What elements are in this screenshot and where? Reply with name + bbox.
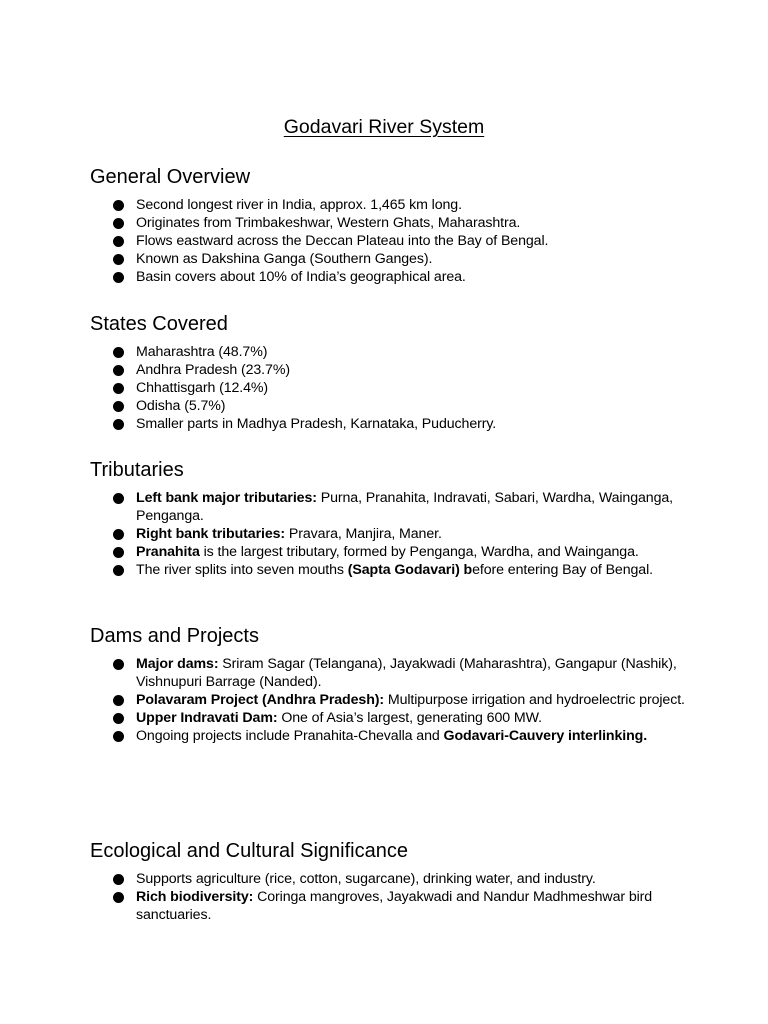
list-item: Pranahita is the largest tributary, formed by Penganga, Wardha, and Wainganga.: [136, 543, 730, 561]
section-heading: Tributaries: [90, 459, 184, 481]
bullet-icon: [113, 547, 124, 558]
bullet-icon: [113, 365, 124, 376]
list-item: Supports agriculture (rice, cotton, sugarcane), drinking water, and industry.: [136, 870, 730, 888]
bullet-icon: [113, 272, 124, 283]
list-item: Polavaram Project (Andhra Pradesh): Multipurpose irrigation and hydroelectric project.: [136, 691, 730, 709]
bullet-icon: [113, 218, 124, 229]
list-item: Chhattisgarh (12.4%): [136, 379, 730, 397]
bold-term: (Sapta Godavari) b: [347, 562, 473, 578]
bold-term: Left bank major tributaries:: [136, 490, 317, 506]
bullet-icon: [113, 731, 124, 742]
list-item: Smaller parts in Madhya Pradesh, Karnataka, Puducherry.: [136, 415, 730, 433]
bold-term: Major dams:: [136, 656, 219, 672]
bold-term: Right bank tributaries:: [136, 526, 286, 542]
bullet-icon: [113, 493, 124, 504]
bullet-icon: [113, 347, 124, 358]
bullet-icon: [113, 713, 124, 724]
list-item: Rich biodiversity: Coringa mangroves, Jayakwadi and Nandur Madhmeshwar bird sanctuaries.: [136, 888, 730, 924]
section-heading: Dams and Projects: [90, 625, 259, 647]
list-item: Left bank major tributaries: Purna, Pranahita, Indravati, Sabari, Wardha, Wainganga, Penganga.: [136, 489, 730, 525]
bold-term: Pranahita: [136, 544, 200, 560]
section-heading: States Covered: [90, 313, 228, 335]
list-item: Originates from Trimbakeshwar, Western Ghats, Maharashtra.: [136, 214, 730, 232]
bold-term: Rich biodiversity:: [136, 889, 254, 905]
list-item: Right bank tributaries: Pravara, Manjira, Maner.: [136, 525, 730, 543]
list-item: Major dams: Sriram Sagar (Telangana), Jayakwadi (Maharashtra), Gangapur (Nashik), Vishnupuri Barrage (Nanded).: [136, 655, 730, 691]
bold-term: Godavari-Cauvery interlinking.: [443, 728, 648, 744]
bullet-icon: [113, 200, 124, 211]
section-heading: General Overview: [90, 166, 251, 188]
bullet-list: [90, 655, 730, 745]
section-dams-and-projects: [90, 624, 730, 745]
bullet-icon: [113, 419, 124, 430]
bold-term: Upper Indravati Dam:: [136, 710, 278, 726]
section-states-covered: [90, 312, 730, 433]
bold-term: Polavaram Project (Andhra Pradesh):: [136, 692, 385, 708]
list-item: Second longest river in India, approx. 1,465 km long.: [136, 196, 730, 214]
bullet-icon: [113, 659, 124, 670]
list-item: Known as Dakshina Ganga (Southern Ganges).: [136, 250, 730, 268]
list-item: Andhra Pradesh (23.7%): [136, 361, 730, 379]
bullet-icon: [113, 892, 124, 903]
list-item: Upper Indravati Dam: One of Asia’s largest, generating 600 MW.: [136, 709, 730, 727]
bullet-list: [90, 196, 730, 286]
document-title: Godavari River System: [283, 116, 485, 138]
list-item: Odisha (5.7%): [136, 397, 730, 415]
bullet-list: [90, 343, 730, 433]
list-item: Flows eastward across the Deccan Plateau into the Bay of Bengal.: [136, 232, 730, 250]
section-ecological-cultural-significance: [90, 839, 730, 924]
list-item: The river splits into seven mouths (Sapta Godavari) before entering Bay of Bengal.: [136, 561, 730, 579]
bullet-icon: [113, 529, 124, 540]
bullet-list: [90, 489, 730, 579]
bullet-icon: [113, 401, 124, 412]
list-item: Maharashtra (48.7%): [136, 343, 730, 361]
bullet-icon: [113, 695, 124, 706]
list-item: Ongoing projects include Pranahita-Chevalla and Godavari-Cauvery interlinking.: [136, 727, 730, 745]
bullet-list: [90, 870, 730, 924]
bullet-icon: [113, 874, 124, 885]
section-heading: Ecological and Cultural Significance: [90, 840, 408, 862]
bullet-icon: [113, 254, 124, 265]
bullet-icon: [113, 236, 124, 247]
list-item: Basin covers about 10% of India’s geographical area.: [136, 268, 730, 286]
section-general-overview: [90, 165, 730, 286]
bullet-icon: [113, 565, 124, 576]
section-tributaries: [90, 458, 730, 579]
bullet-icon: [113, 383, 124, 394]
